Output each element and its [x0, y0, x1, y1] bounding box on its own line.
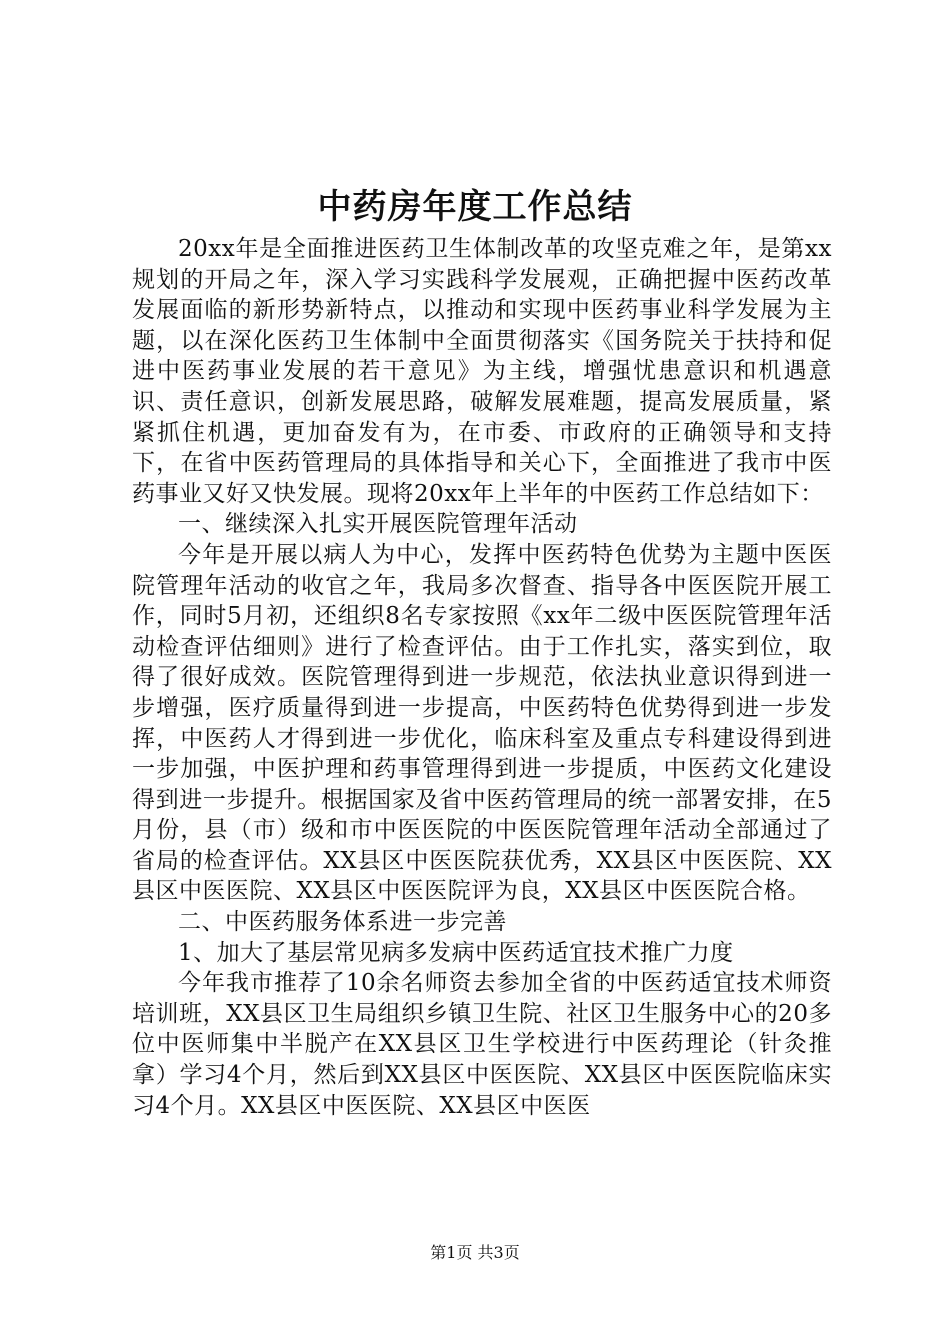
- intro-paragraph: 20xx年是全面推进医药卫生体制改革的攻坚克难之年，是第xx规划的开局之年，深入学习实践科学发展观，正确把握中医药改革发展面临的新形势新特点，以推动和实现中医药事业科学发展为主题，以在深化医药卫生体制中全面贯彻落实《国务院关于扶持和促进中医药事业发展的若干意见》为主线，增强忧患意识和机遇意识、责任意识，创新发展思路，破解发展难题，提高发展质量，紧紧抓住机遇，更加奋发有为，在市委、市政府的正确领导和支持下，在省中医药管理局的具体指导和关心下，全面推进了我市中医药事业又好又快发展。现将20xx年上半年的中医药工作总结如下：: [132, 236, 832, 507]
- page-footer: 第1页 共3页: [430, 1243, 520, 1262]
- section-1-paragraph: 今年是开展以病人为中心，发挥中医药特色优势为主题中医医院管理年活动的收官之年，我局多次督查、指导各中医医院开展工作，同时5月初，还组织8名专家按照《xx年二级中医医院管理年活动检查评估细则》进行了检查评估。由于工作扎实，落实到位，取得了很好成效。医院管理得到进一步规范，依法执业意识得到进一步增强，医疗质量得到进一步提高，中医药特色优势得到进一步发挥，中医药人才得到进一步优化，临床科室及重点专科建设得到进一步加强，中医护理和药事管理得到进一步提质，中医药文化建设得到进一步提升。根据国家及省中医药管理局的统一部署安排，在5月份，县（市）级和市中医医院的中医医院管理年活动全部通过了省局的检查评估。XX县区中医医院获优秀，XX县区中医医院、XX县区中医医院、XX县区中医医院评为良，XX县区中医医院合格。: [132, 541, 832, 905]
- page-title: 中药房年度工作总结: [317, 187, 633, 227]
- section-heading-2: 二、中医药服务体系进一步完善: [178, 909, 507, 936]
- subsection-1-paragraph: 今年我市推荐了10余名师资去参加全省的中医药适宜技术师资培训班，XX县区卫生局组织乡镇卫生院、社区卫生服务中心的20多位中医师集中半脱产在XX县区卫生学校进行中医药理论（针灸推拿）学习4个月，然后到XX县区中医医院、XX县区中医医院临床实习4个月。XX县区中医医院、XX县区中医医: [132, 970, 832, 1119]
- document-body: [132, 234, 832, 1121]
- subsection-heading-1: 1、加大了基层常见病多发病中医药适宜技术推广力度: [178, 939, 734, 966]
- section-heading-1: 一、继续深入扎实开展医院管理年活动: [178, 511, 578, 538]
